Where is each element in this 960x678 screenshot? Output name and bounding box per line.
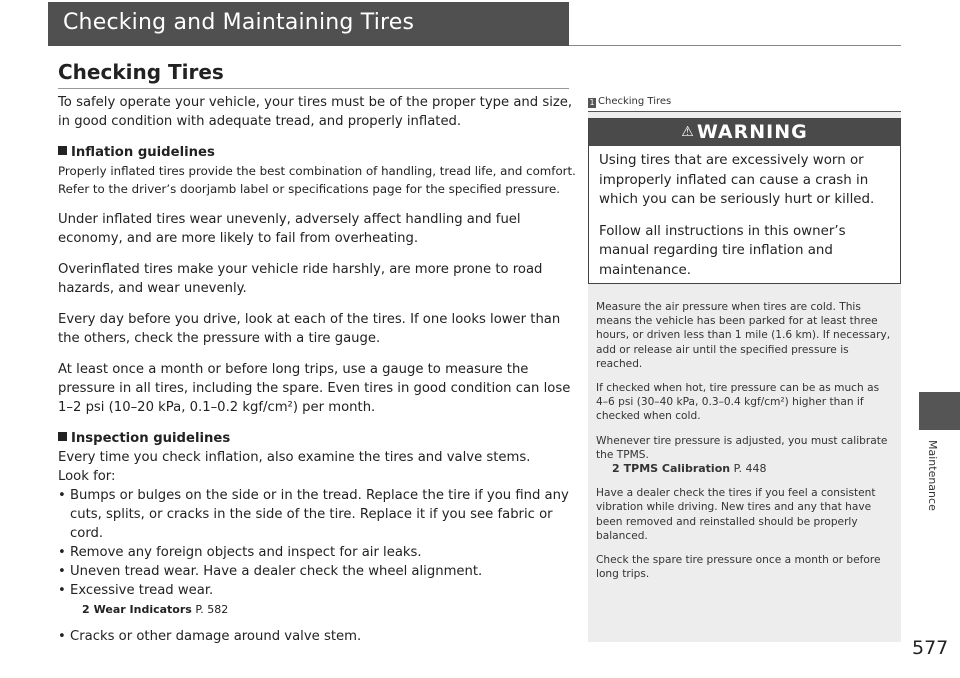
section-title: Checking Tires <box>58 60 224 84</box>
inspection-list <box>58 486 578 600</box>
inspection-intro: Every time you check inflation, also examine the tires and valve stems. <box>58 450 531 465</box>
note-paragraph: Measure the air pressure when tires are cold. This means the vehicle has been parked for at least three hours, or driven less than 1 mile (1.6 km). If necessary, add or release air until the specified pressure is reached. <box>596 301 891 370</box>
cross-ref-arrow-icon: 2 <box>612 462 620 476</box>
chapter-tab-label: Maintenance <box>926 440 939 511</box>
warning-text: Using tires that are excessively worn or improperly inflated can cause a crash in which you can be seriously hurt or killed. Follow all instructions in this owner’s manual regarding tire inflation and maintenance. <box>599 153 875 278</box>
note-paragraph: Check the spare tire pressure once a month or before long trips. <box>596 554 881 581</box>
inspection-list-continued <box>58 627 578 646</box>
note-paragraph: If checked when hot, tire pressure can be as much as 4–6 psi (30–40 kPa, 0.3–0.4 kgf/cm²) higher than if checked when cold. <box>596 382 880 423</box>
intro-paragraph: To safely operate your vehicle, your tires must be of the proper type and size, in good condition with adequate tread, and properly inflated. <box>58 95 573 129</box>
square-bullet-icon <box>58 432 67 441</box>
warning-box <box>588 118 901 284</box>
list-item: • Excessive tread wear. <box>58 581 578 600</box>
note-paragraph: Have a dealer check the tires if you feel a consistent vibration while driving. New tires and any that have been removed and reinstalled should be properly balanced. <box>596 487 876 542</box>
chapter-title: Checking and Maintaining Tires <box>63 10 415 35</box>
sidebar-heading: 1 Checking Tires <box>589 96 672 107</box>
list-item: • Cracks or other damage around valve stem. <box>58 627 578 646</box>
title-rule <box>569 45 901 46</box>
wear-indicators-link[interactable]: 2 Wear Indicators P. 582 <box>82 603 229 616</box>
inflation-heading: Inflation guidelines <box>58 143 578 162</box>
note-number-icon: 1 <box>589 98 595 107</box>
inspection-heading: Inspection guidelines <box>58 429 578 448</box>
over-inflated-paragraph: Overinflated tires make your vehicle ride harshly, are more prone to road hazards, and wear unevenly. <box>58 262 543 296</box>
warning-triangle-icon: ⚠ <box>681 124 695 140</box>
main-column <box>58 93 578 646</box>
chapter-title-bar <box>48 2 569 46</box>
chapter-tab[interactable] <box>919 392 960 430</box>
square-bullet-icon <box>58 146 67 155</box>
note-paragraph: Whenever tire pressure is adjusted, you must calibrate the TPMS. <box>596 434 888 461</box>
page-number: 577 <box>912 637 949 659</box>
warning-header: ⚠ WARNING <box>589 119 900 146</box>
cross-ref-arrow-icon: 2 <box>82 603 90 616</box>
list-item: • Uneven tread wear. Have a dealer check the wheel alignment. <box>58 562 578 581</box>
tpms-calibration-link[interactable]: 2 TPMS Calibration P. 448 <box>612 462 767 476</box>
every-day-paragraph: Every day before you drive, look at each of the tires. If one looks lower than the others, check the pressure with a tire gauge. <box>58 312 561 346</box>
under-inflated-paragraph: Under inflated tires wear unevenly, adversely affect handling and fuel economy, and are more likely to fail from overheating. <box>58 212 521 246</box>
sidebar-notes <box>596 300 892 591</box>
section-rule <box>58 88 569 89</box>
look-for-label: Look for: <box>58 469 116 484</box>
inflation-note: Properly inflated tires provide the best combination of handling, tread life, and comfort. Refer to the driver’s doorjamb label or specifications page for the specified pressure. <box>58 164 576 196</box>
list-item: • Remove any foreign objects and inspect for air leaks. <box>58 543 578 562</box>
monthly-paragraph: At least once a month or before long trips, use a gauge to measure the pressure in all tires, including the spare. Even tires in good condition can lose 1–2 psi (10–20 kPa, 0.1–0.2 kgf/cm²) per month. <box>58 362 571 415</box>
list-item: • Bumps or bulges on the side or in the tread. Replace the tire if you find any cuts, splits, or cracks in the side of the tire. Replace it if you see fabric or cord. <box>58 486 578 543</box>
